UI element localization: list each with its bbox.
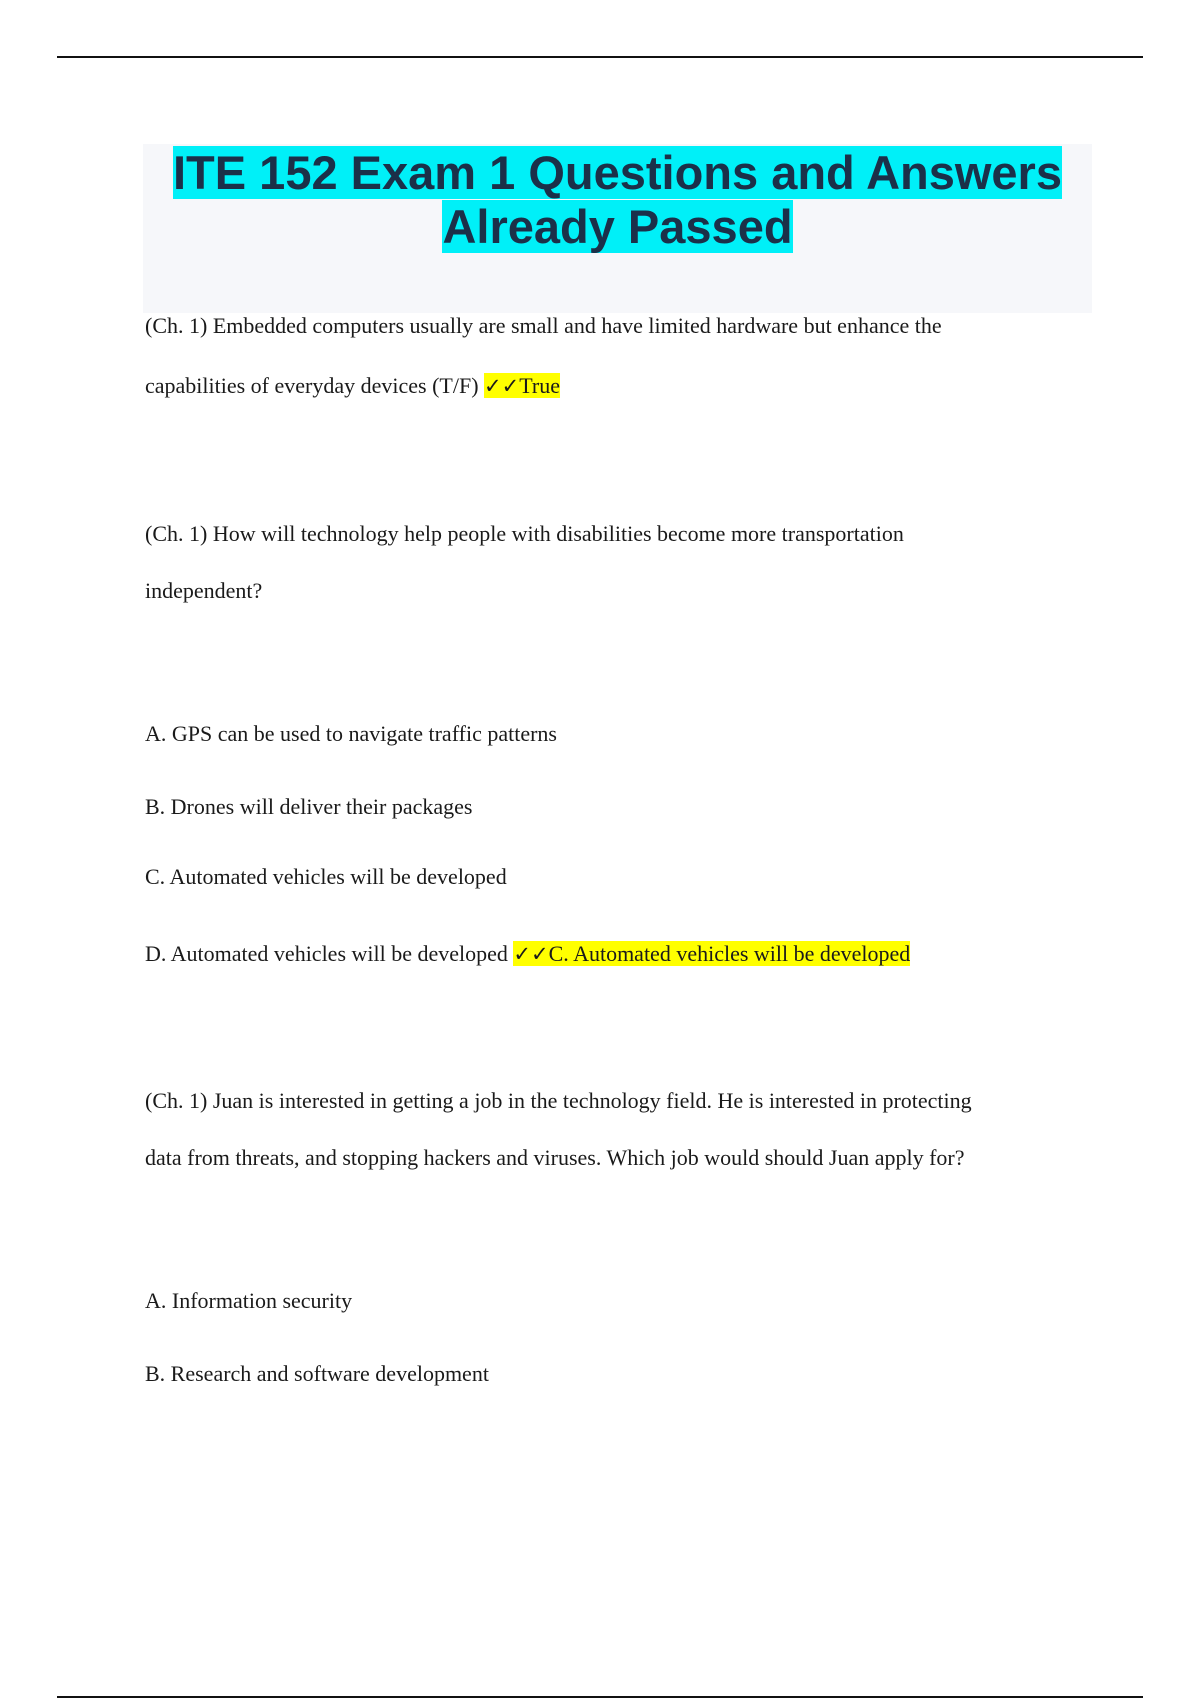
title-line-2: Already Passed xyxy=(442,200,793,253)
top-rule xyxy=(57,56,1143,58)
question-2-option-c: C. Automated vehicles will be developed xyxy=(145,864,507,889)
question-1-answer-text: True xyxy=(519,373,561,398)
question-3-line-2: data from threats, and stopping hackers and viruses. Which job would should Juan apply for? xyxy=(145,1145,965,1170)
check-icon: ✓✓ xyxy=(484,374,520,398)
question-1-line-2-text: capabilities of everyday devices (T/F) xyxy=(145,373,485,398)
question-1-line-1: (Ch. 1) Embedded computers usually are small and have limited hardware but enhance the xyxy=(145,313,942,338)
question-1-line-2 xyxy=(145,371,560,401)
check-icon: ✓✓ xyxy=(513,942,549,966)
question-3-line-1: (Ch. 1) Juan is interested in getting a job in the technology field. He is interested in protecting xyxy=(145,1088,972,1113)
question-2-option-b: B. Drones will deliver their packages xyxy=(145,794,473,819)
title-line-1: ITE 152 Exam 1 Questions and Answers xyxy=(173,146,1062,199)
document-title xyxy=(143,146,1092,254)
question-2-answer xyxy=(513,941,910,966)
question-3-option-b: B. Research and software development xyxy=(145,1361,489,1386)
question-3-option-a: A. Information security xyxy=(145,1288,353,1313)
question-2-option-d xyxy=(145,939,910,969)
question-2-option-d-text: D. Automated vehicles will be developed xyxy=(145,941,514,966)
question-2-line-1: (Ch. 1) How will technology help people with disabilities become more transportation xyxy=(145,521,904,546)
question-2-option-a: A. GPS can be used to navigate traffic patterns xyxy=(145,721,557,746)
question-2-answer-text: C. Automated vehicles will be developed xyxy=(548,941,911,966)
question-1-answer xyxy=(484,373,560,398)
bottom-rule xyxy=(57,1696,1143,1698)
question-2-line-2: independent? xyxy=(145,578,263,603)
